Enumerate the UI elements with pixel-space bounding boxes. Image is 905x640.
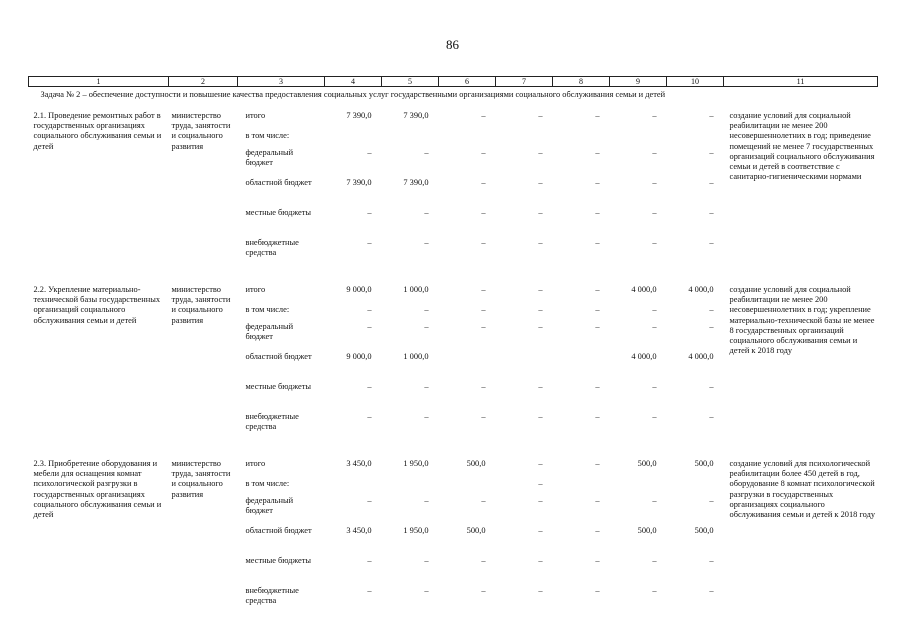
amount-cell: 500,0: [637, 459, 657, 468]
amount-cell: –: [538, 479, 543, 488]
amount-cell: –: [481, 111, 486, 120]
amount-cell: –: [481, 556, 486, 565]
funding-source: в том числе:: [245, 131, 290, 140]
amount-cell: –: [481, 285, 486, 294]
amount-cell: –: [709, 412, 714, 421]
amount-cell: –: [367, 305, 372, 314]
funding-source: в том числе:: [245, 479, 290, 488]
amount-cell: [496, 130, 553, 147]
funding-source: внебюджетные средства: [245, 412, 299, 432]
amount-cell: –: [424, 148, 429, 157]
column-number: 3: [238, 77, 325, 87]
amount-cell: –: [595, 496, 600, 505]
amount-cell: 7 390,0: [403, 178, 429, 187]
column-number: 9: [610, 77, 667, 87]
amount-cell: [667, 130, 724, 147]
amount-cell: –: [709, 322, 714, 331]
amount-cell: [553, 130, 610, 147]
amount-cell: 500,0: [637, 526, 657, 535]
amount-cell: 1 000,0: [403, 285, 429, 294]
amount-cell: –: [709, 208, 714, 217]
amount-cell: –: [709, 238, 714, 247]
amount-cell: –: [367, 412, 372, 421]
amount-cell: [325, 130, 382, 147]
amount-cell: –: [652, 178, 657, 187]
amount-cell: 4 000,0: [631, 285, 657, 294]
amount-cell: –: [652, 148, 657, 157]
funding-source: в том числе:: [245, 305, 290, 314]
amount-cell: [439, 130, 496, 147]
amount-cell: –: [538, 412, 543, 421]
funding-row: [29, 284, 878, 304]
amount-cell: 7 390,0: [346, 111, 372, 120]
program-table: [28, 76, 878, 615]
amount-cell: 4 000,0: [631, 352, 657, 361]
amount-cell: –: [424, 238, 429, 247]
funding-source: местные бюджеты: [245, 556, 312, 565]
amount-cell: –: [481, 208, 486, 217]
amount-cell: –: [652, 305, 657, 314]
spacer-cell: [29, 267, 878, 284]
expected-result: создание условий для психологической реабилитации более 450 детей в год, оборудование 8 комнат психологической разгрузки в государственных организациях социального обслуживания семьи и детей к 2018 году: [729, 459, 876, 520]
funding-source: итого: [245, 459, 266, 468]
amount-cell: –: [424, 305, 429, 314]
column-number: 1: [29, 77, 169, 87]
amount-cell: 3 450,0: [346, 459, 372, 468]
amount-cell: 500,0: [694, 526, 714, 535]
expected-result: создание условий для социальной реабилитации не менее 200 несовершеннолетних в год; приведение помещений не менее 7 государственных организаций социального обслуживания семьи и детей в соответствие с санитарно-гигиеническими нормами: [729, 111, 875, 182]
column-number-row: [29, 77, 878, 87]
amount-cell: –: [652, 496, 657, 505]
amount-cell: 9 000,0: [346, 285, 372, 294]
amount-cell: [382, 130, 439, 147]
amount-cell: –: [424, 586, 429, 595]
funding-row: [29, 110, 878, 130]
amount-cell: –: [481, 586, 486, 595]
executor-cell: министерство труда, занятости и социального развития: [171, 459, 231, 499]
spacer-cell: [29, 441, 878, 458]
amount-cell: 1 950,0: [403, 459, 429, 468]
column-number: 2: [169, 77, 238, 87]
amount-cell: –: [595, 412, 600, 421]
amount-cell: [325, 478, 382, 495]
amount-cell: [496, 351, 553, 381]
amount-cell: –: [424, 412, 429, 421]
amount-cell: 7 390,0: [403, 111, 429, 120]
amount-cell: –: [652, 382, 657, 391]
funding-source: итого: [245, 285, 266, 294]
amount-cell: –: [538, 382, 543, 391]
column-number: 5: [382, 77, 439, 87]
amount-cell: –: [367, 382, 372, 391]
expected-result: создание условий для социальной реабилитации не менее 200 несовершеннолетних в год; укрепление материально-технической базы не менее 8 государственных организаций социального обслуживания семьи и детей к 2018 году: [729, 285, 875, 356]
amount-cell: –: [538, 238, 543, 247]
amount-cell: 500,0: [694, 459, 714, 468]
amount-cell: –: [652, 111, 657, 120]
amount-cell: 9 000,0: [346, 352, 372, 361]
amount-cell: [553, 351, 610, 381]
amount-cell: –: [538, 208, 543, 217]
amount-cell: –: [538, 586, 543, 595]
amount-cell: –: [709, 111, 714, 120]
amount-cell: –: [595, 586, 600, 595]
amount-cell: –: [595, 111, 600, 120]
amount-cell: –: [709, 496, 714, 505]
column-number: 6: [439, 77, 496, 87]
amount-cell: –: [652, 586, 657, 595]
funding-source: местные бюджеты: [245, 382, 312, 391]
table-body: [29, 77, 878, 616]
amount-cell: –: [595, 238, 600, 247]
amount-cell: –: [652, 208, 657, 217]
amount-cell: –: [367, 556, 372, 565]
amount-cell: 4 000,0: [688, 352, 714, 361]
amount-cell: –: [481, 382, 486, 391]
amount-cell: –: [367, 208, 372, 217]
amount-cell: –: [481, 305, 486, 314]
amount-cell: –: [709, 178, 714, 187]
amount-cell: 1 000,0: [403, 352, 429, 361]
column-number: 8: [553, 77, 610, 87]
funding-source: внебюджетные средства: [245, 238, 299, 258]
amount-cell: –: [652, 412, 657, 421]
amount-cell: 1 950,0: [403, 526, 429, 535]
amount-cell: –: [595, 526, 600, 535]
amount-cell: –: [424, 208, 429, 217]
amount-cell: –: [481, 412, 486, 421]
funding-source: областной бюджет: [245, 526, 312, 535]
amount-cell: 500,0: [466, 526, 486, 535]
amount-cell: [667, 478, 724, 495]
amount-cell: –: [538, 285, 543, 294]
funding-source: внебюджетные средства: [245, 586, 299, 606]
task-heading-row: [29, 87, 878, 111]
group-spacer: [29, 267, 878, 284]
amount-cell: –: [652, 238, 657, 247]
column-number: 11: [724, 77, 878, 87]
page-number: 86: [446, 37, 459, 52]
column-number: 10: [667, 77, 724, 87]
amount-cell: 4 000,0: [688, 285, 714, 294]
amount-cell: [610, 478, 667, 495]
column-number: 7: [496, 77, 553, 87]
amount-cell: –: [424, 382, 429, 391]
group-spacer: [29, 441, 878, 458]
measure-description: 2.2. Укрепление материально-технической базы государственных организаций социального обслуживания семьи и детей: [33, 285, 161, 325]
amount-cell: [439, 478, 496, 495]
amount-cell: –: [595, 305, 600, 314]
amount-cell: 7 390,0: [346, 178, 372, 187]
amount-cell: –: [481, 238, 486, 247]
amount-cell: –: [595, 556, 600, 565]
amount-cell: –: [709, 305, 714, 314]
amount-cell: –: [595, 285, 600, 294]
amount-cell: –: [595, 148, 600, 157]
amount-cell: –: [367, 322, 372, 331]
amount-cell: –: [367, 148, 372, 157]
amount-cell: –: [538, 496, 543, 505]
amount-cell: –: [652, 556, 657, 565]
amount-cell: –: [538, 459, 543, 468]
amount-cell: –: [538, 148, 543, 157]
funding-source: федеральный бюджет: [245, 322, 294, 342]
amount-cell: [610, 130, 667, 147]
funding-row: [29, 458, 878, 478]
amount-cell: –: [595, 208, 600, 217]
amount-cell: –: [424, 496, 429, 505]
measure-description: 2.3. Приобретение оборудования и мебели для оснащения комнат психологической разгрузки в государственных организациях социального обслуживания семьи и детей: [33, 459, 162, 520]
funding-source: областной бюджет: [245, 178, 312, 187]
amount-cell: –: [709, 586, 714, 595]
amount-cell: –: [481, 496, 486, 505]
amount-cell: –: [481, 178, 486, 187]
amount-cell: [439, 351, 496, 381]
executor-cell: министерство труда, занятости и социального развития: [171, 111, 231, 151]
amount-cell: –: [709, 382, 714, 391]
amount-cell: –: [367, 238, 372, 247]
amount-cell: –: [595, 178, 600, 187]
amount-cell: –: [481, 148, 486, 157]
funding-source: федеральный бюджет: [245, 496, 294, 516]
amount-cell: –: [595, 382, 600, 391]
amount-cell: 3 450,0: [346, 526, 372, 535]
amount-cell: –: [367, 496, 372, 505]
amount-cell: –: [595, 459, 600, 468]
amount-cell: –: [538, 305, 543, 314]
funding-source: федеральный бюджет: [245, 148, 294, 168]
amount-cell: –: [367, 586, 372, 595]
amount-cell: –: [595, 322, 600, 331]
amount-cell: –: [424, 322, 429, 331]
amount-cell: 500,0: [466, 459, 486, 468]
amount-cell: –: [538, 322, 543, 331]
amount-cell: –: [652, 322, 657, 331]
amount-cell: –: [538, 178, 543, 187]
amount-cell: [553, 478, 610, 495]
funding-source: областной бюджет: [245, 352, 312, 361]
amount-cell: –: [709, 556, 714, 565]
funding-source: местные бюджеты: [245, 208, 312, 217]
funding-source: итого: [245, 111, 266, 120]
amount-cell: –: [424, 556, 429, 565]
amount-cell: –: [538, 111, 543, 120]
executor-cell: министерство труда, занятости и социального развития: [171, 285, 231, 325]
task-title: Задача № 2 – обеспечение доступности и повышение качества предоставления социальных услуг государственными организациями социального обслуживания семьи и детей: [40, 90, 666, 99]
amount-cell: –: [538, 556, 543, 565]
column-number: 4: [325, 77, 382, 87]
amount-cell: –: [481, 322, 486, 331]
amount-cell: –: [709, 148, 714, 157]
amount-cell: –: [538, 526, 543, 535]
amount-cell: [382, 478, 439, 495]
measure-description: 2.1. Проведение ремонтных работ в государственных организациях социального обслуживания семьи и детей: [33, 111, 162, 151]
